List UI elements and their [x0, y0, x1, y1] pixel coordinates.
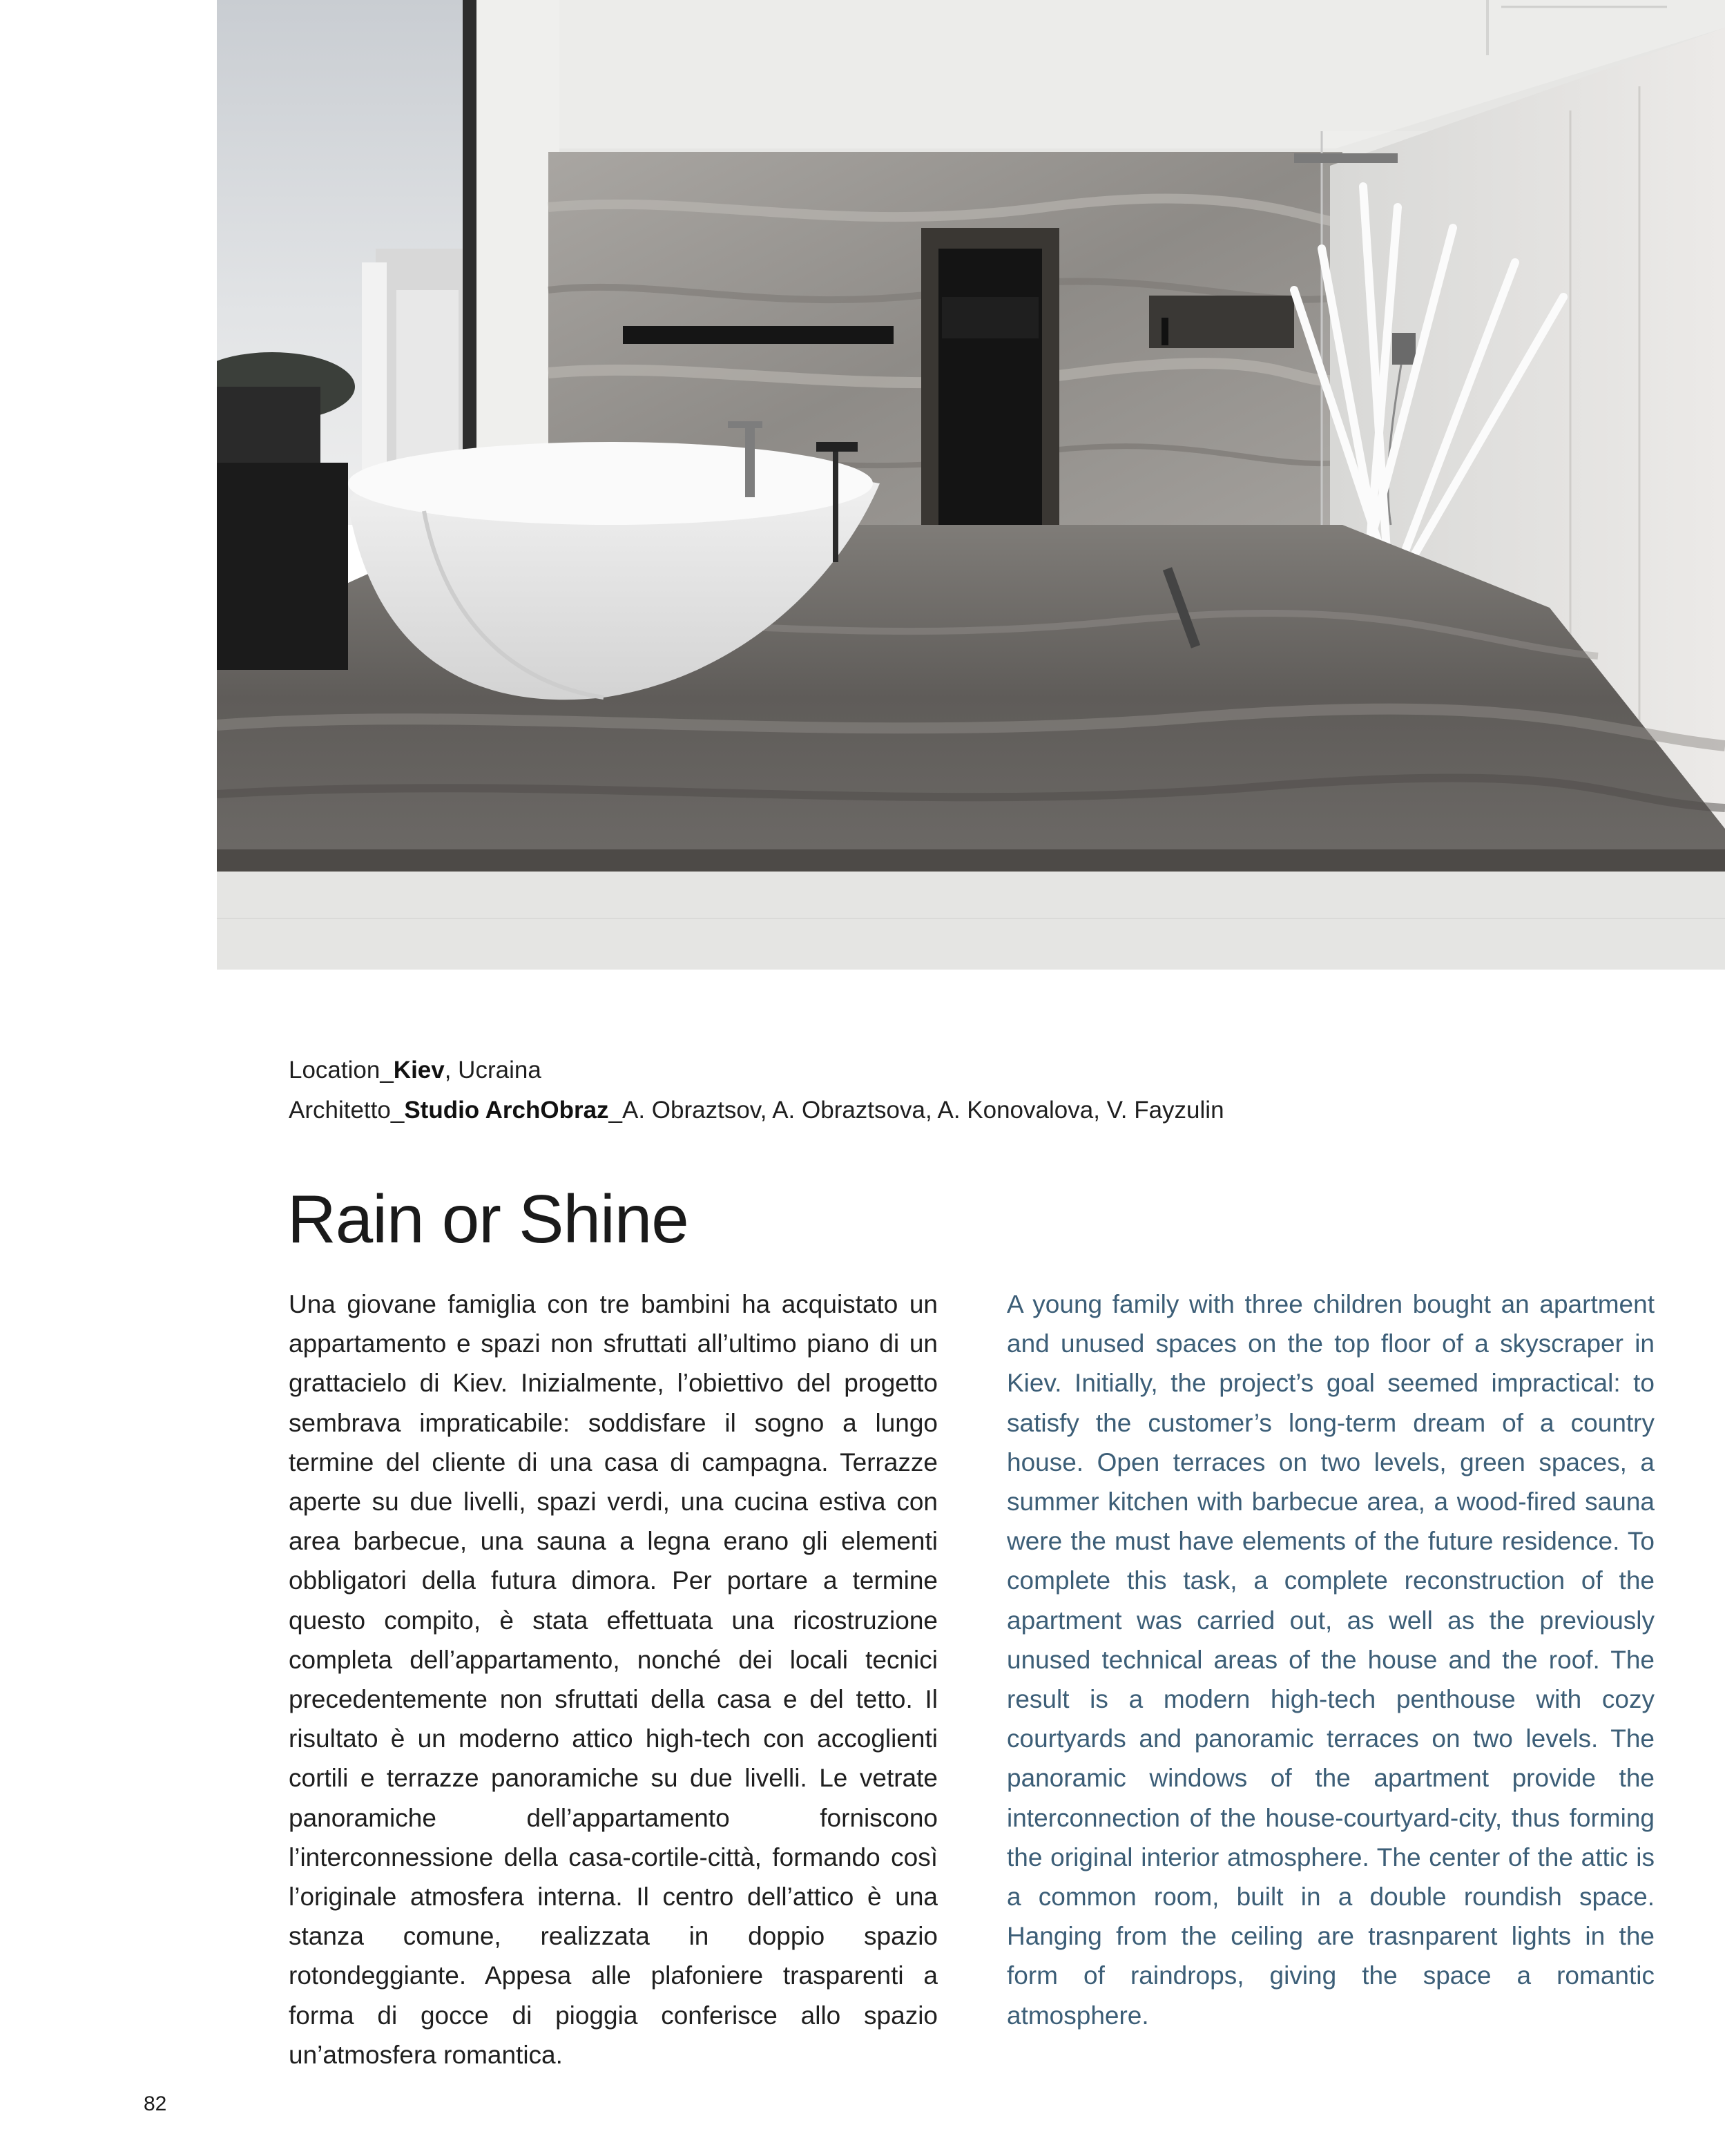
article-text-english: A young family with three children bought an apartment and unused spaces on the top floor of a skyscraper in Kiev. Initially, the project’s goal seemed impractical: to satisfy the customer’s long-term dream of a country house. Open terraces on two levels, green spaces, a summer kitchen with barbecue area, a wood-fired sauna were the must have elements of the future residence. To complete this task, a complete reconstruction of the apartment was carried out, as well as the previously unused technical areas of the house and the roof. The result is a modern high-tech penthouse with cozy courtyards and panoramic terraces on two levels. The panoramic windows of the apartment provide the interconnection of the house-courtyard-city, thus forming the original interior atmosphere. The center of the attic is a common room, built in a double roundish space. Hanging from the ceiling are trasnparent lights in the form of raindrops, giving the space a romantic atmosphere. — [1007, 1290, 1655, 2030]
article-title: Rain or Shine — [287, 1181, 688, 1257]
bathroom-photo — [217, 0, 1725, 970]
article-text-italian: Una giovane famiglia con tre bambini ha acquistato un appartamento e spazi non sfruttati all’ultimo piano di un grattacielo di Kiev. Inizialmente, l’obiettivo del progetto sembrava impraticabile: soddisfare il sogno a lungo termine del cliente di una casa di campagna. Terrazze aperte su due livelli, spazi verdi, una cucina estiva con area barbecue, una sauna a legna erano gli elementi obbligatori della futura dimora. Per portare a termine questo compito, è stata effettuata una ricostruzione completa dell’appartamento, nonché dei locali tecnici precedentemente non sfruttati della casa e del tetto. Il risultato è un moderno attico high-tech con accoglienti cortili e terrazze panoramiche su due livelli. Le vetrate panoramiche dell’appartamento forniscono l’interconnessione della casa-cortile-città, formando così l’originale atmosfera interna. Il centro dell’attico è una stanza comune, realizzata in doppio spazio rotondeggiante. Appesa alle plafoniere trasparenti a forma di gocce di pioggia conferisce allo spazio un’atmosfera romantica. — [289, 1290, 938, 2069]
architect-studio: Studio ArchObraz — [404, 1097, 609, 1124]
page-number: 82 — [144, 2092, 167, 2115]
location-line: Location_Kiev, Ucraina — [289, 1057, 541, 1084]
location-city: Kiev — [393, 1057, 445, 1084]
project-credits — [289, 1050, 1224, 1130]
architect-line: Architetto_Studio ArchObraz_A. Obraztsov, A. Obraztsova, A. Konovalova, V. Fayzulin — [289, 1097, 1224, 1124]
